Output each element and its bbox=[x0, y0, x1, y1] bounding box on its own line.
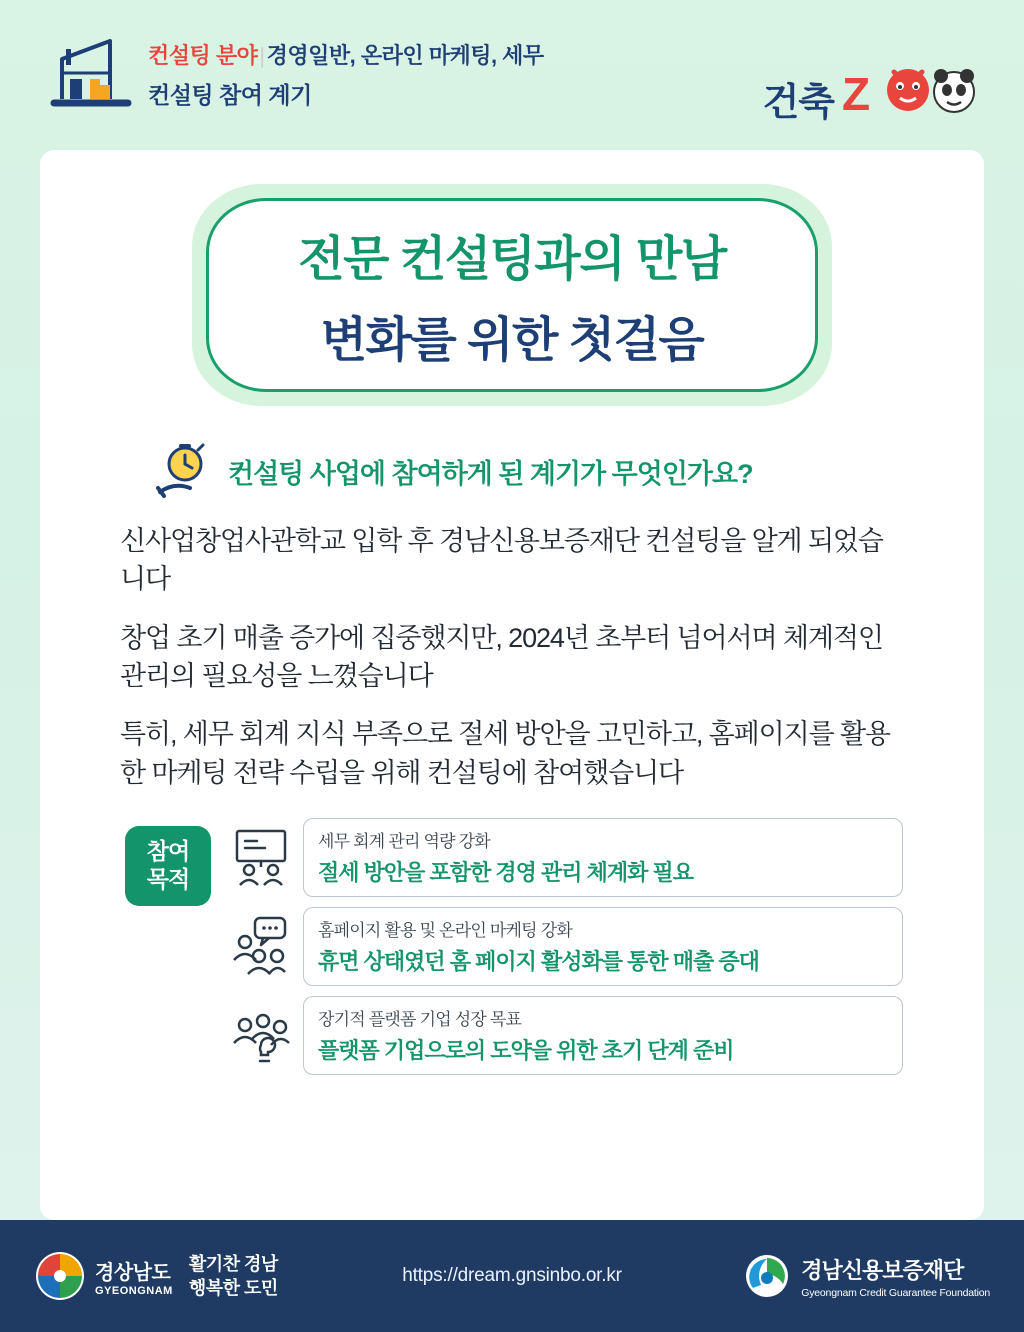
footer-url[interactable]: https://dream.gnsinbo.or.kr bbox=[402, 1265, 622, 1286]
foundation-text bbox=[801, 1254, 990, 1299]
footer-right bbox=[743, 1252, 990, 1300]
header-category-value: 경영일반, 온라인 마케팅, 세무 bbox=[266, 42, 544, 68]
brand-zoo-text bbox=[842, 66, 982, 130]
title-line-2: 변화를 위한 첫걸음 bbox=[320, 314, 704, 367]
purpose-item-main: 절세 방안을 포함한 경영 관리 체계화 필요 bbox=[318, 859, 693, 885]
slogan-line-2: 행복한 도민 bbox=[188, 1278, 278, 1298]
header-category-separator: | bbox=[259, 42, 265, 68]
content-card bbox=[40, 150, 984, 1220]
header-text bbox=[148, 39, 544, 110]
purpose-list bbox=[225, 818, 903, 1085]
header-subtitle: 컨설팅 참여 계기 bbox=[148, 81, 312, 108]
presentation-people-icon bbox=[225, 821, 297, 893]
purpose-item-sub: 홈페이지 활용 및 온라인 마케팅 강화 bbox=[318, 920, 572, 940]
stopwatch-in-hand-icon bbox=[152, 440, 214, 502]
answer-paragraphs bbox=[120, 522, 904, 792]
header-category-line bbox=[148, 39, 544, 70]
foundation-en: Gyeongnam Credit Guarantee Foundation bbox=[801, 1286, 990, 1299]
purpose-item-sub: 장기적 플랫폼 기업 성장 목표 bbox=[318, 1009, 522, 1029]
zoo-animal-icon bbox=[842, 66, 982, 120]
paragraph: 신사업창업사관학교 입학 후 경남신용보증재단 컨설팅을 알게 되었습니다 bbox=[120, 526, 883, 595]
header bbox=[0, 0, 1024, 148]
slogan-line-1: 활기찬 경남 bbox=[188, 1253, 278, 1274]
header-category-label: 컨설팅 분야 bbox=[148, 42, 258, 68]
list-item bbox=[225, 996, 903, 1075]
header-left bbox=[40, 29, 544, 119]
purpose-badge bbox=[125, 826, 211, 906]
list-item bbox=[225, 907, 903, 986]
paragraph: 창업 초기 매출 증가에 집중했지만, 2024년 초부터 넘어서며 체계적인 관리의 필요성을 느꼈습니다 bbox=[120, 622, 883, 691]
people-speech-bubble-icon bbox=[225, 910, 297, 982]
question-row bbox=[152, 440, 984, 502]
svg-text:Z: Z bbox=[842, 68, 869, 120]
gyeongnam-slogan bbox=[189, 1252, 278, 1301]
purpose-item-main: 휴면 상태였던 홈 페이지 활성화를 통한 매출 증대 bbox=[318, 948, 759, 974]
title-line-1: 전문 컨설팅과의 만남 bbox=[298, 233, 726, 286]
brand-ko-text: 건축 bbox=[762, 81, 834, 124]
list-item bbox=[225, 818, 903, 897]
purpose-item-box bbox=[303, 907, 903, 986]
gyeongnam-en: GYEONGNAM bbox=[95, 1284, 173, 1297]
purpose-badge-line-1: 참여 bbox=[146, 838, 190, 865]
foundation-ko: 경남신용보증재단 bbox=[801, 1257, 964, 1283]
gyeongnam-text bbox=[95, 1256, 173, 1297]
purpose-item-sub: 세무 회계 관리 역량 강화 bbox=[318, 831, 490, 851]
paragraph: 특히, 세무 회계 지식 부족으로 절세 방안을 고민하고, 홈페이지를 활용한 마케팅 전략 수립을 위해 컨설팅에 참여했습니다 bbox=[120, 719, 890, 788]
gyeongnam-ko: 경상남도 bbox=[95, 1261, 171, 1284]
purpose-section bbox=[125, 818, 984, 1085]
footer-left bbox=[34, 1250, 278, 1302]
title-badge bbox=[192, 184, 832, 406]
footer bbox=[0, 1220, 1024, 1332]
people-idea-icon bbox=[225, 999, 297, 1071]
question-text: 컨설팅 사업에 참여하게 된 계기가 무엇인가요? bbox=[228, 458, 753, 489]
purpose-item-box bbox=[303, 818, 903, 897]
brand-logo bbox=[763, 66, 982, 130]
building-icon bbox=[40, 29, 140, 119]
purpose-item-box bbox=[303, 996, 903, 1075]
foundation-logo-icon bbox=[743, 1252, 791, 1300]
purpose-item-main: 플랫폼 기업으로의 도약을 위한 초기 단계 준비 bbox=[318, 1037, 734, 1063]
title-badge-inner bbox=[206, 198, 818, 392]
gyeongnam-logo-icon bbox=[34, 1250, 86, 1302]
purpose-badge-line-2: 목적 bbox=[146, 865, 190, 892]
